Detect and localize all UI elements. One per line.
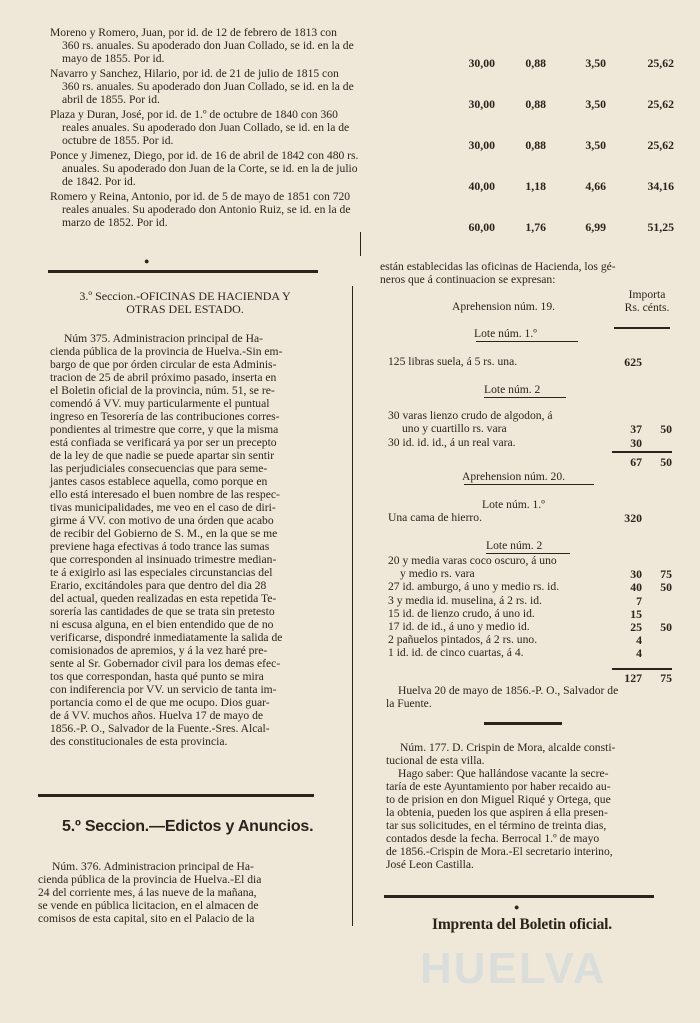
aprehension-20-title: Aprehension núm. 20. <box>462 470 566 483</box>
text-line: tracion de 25 de abril próximo pasado, inserta en <box>50 371 277 384</box>
lote-1-a: Lote núm. 1.º <box>474 327 537 340</box>
text-line: portancia como el de que me ocupo. Dios guar- <box>50 696 270 709</box>
text-line: pondientes al trimestre que corre, y que la misma <box>50 423 279 436</box>
aprehension-19-title: Aprehension núm. 19. <box>452 300 556 313</box>
column-divider <box>360 232 361 256</box>
text-line: girme á VV. con motivo de una órden que acabo <box>50 514 274 527</box>
pension-value: 40,00 <box>468 179 495 193</box>
aprehension-20-underline <box>464 484 594 485</box>
item-lienzo-3: 30 id. id. id., á un real vara. <box>388 436 516 449</box>
item-suela-amount: 625 <box>624 355 642 369</box>
pension-value: 0,88 <box>525 138 546 152</box>
text-line: Núm 375. Administracion principal de Ha- <box>64 332 263 345</box>
pension-entry-line: Navarro y Sanchez, Hilario, por id. de 21 de julio de 1815 con <box>50 67 339 80</box>
pension-value: 1,18 <box>525 179 546 193</box>
lote-1-a-underline <box>476 341 578 342</box>
lote-item-text: 27 id. amburgo, á uno y medio rs. id. <box>388 580 560 594</box>
text-line: comisos de esta capital, sito en el Palacio de la <box>38 912 255 925</box>
lote-item-c: 50 <box>660 580 672 595</box>
pension-value: 4,66 <box>585 179 606 193</box>
lote-item-c: 75 <box>660 567 672 582</box>
ornament-mark: ● <box>144 256 150 266</box>
text-line: se vende en pública licitacion, en el almacen de <box>38 899 259 912</box>
notice-376 <box>38 860 320 925</box>
lote-item-text: 17 id. de id., á uno y medio id. <box>388 620 530 633</box>
item-cama-amount: 320 <box>624 511 642 525</box>
lote-2-b: Lote núm. 2 <box>486 539 543 552</box>
text-line: ello está interesado el buen nombre de las respec- <box>50 488 280 501</box>
importa-header: Importa Rs. cénts. <box>624 288 670 314</box>
item-lienzo-1: 30 varas lienzo crudo de algodon, á <box>388 409 553 422</box>
text-line: de 1856.-Crispin de Mora.-El secretario interino, <box>386 845 613 858</box>
subtotal-b-rule <box>612 668 672 670</box>
text-line: jantes casos establece aquella, como porque en <box>50 475 268 488</box>
lote-item-text: 20 y media varas coco oscuro, á uno <box>388 554 557 567</box>
importa-underline <box>614 327 670 329</box>
subtotal-a-c: 50 <box>660 455 672 469</box>
pension-value: 0,88 <box>525 56 546 70</box>
text-line: previene haga efectivas á todo trance las sumas <box>50 540 270 553</box>
section-divider-left-2 <box>38 794 314 797</box>
text-line: que corresponden al insinuado trimestre median- <box>50 553 277 566</box>
lote-2-a: Lote núm. 2 <box>484 383 541 396</box>
text-line: comisionados de apremios, y á la vez haré pre- <box>50 644 268 657</box>
pension-entry-line: reales anuales. Su apoderado don Juan Collado, se id. en la de <box>62 121 350 134</box>
pension-value: 51,25 <box>647 220 674 234</box>
pension-entry-line: 360 rs. anuales. Su apoderado don Juan Collado, se id. en la de <box>62 80 354 93</box>
lote-item-rs: 4 <box>636 633 642 648</box>
notice-177 <box>386 741 674 871</box>
pension-entry <box>50 108 432 147</box>
lote-item-text: 15 id. de lienzo crudo, á uno id. <box>388 606 535 620</box>
pension-entry-line: abril de 1855. Por id. <box>62 93 160 106</box>
text-line: cienda pública de la provincia de Huelva.-Sin em- <box>50 345 283 358</box>
text-line: contados desde la fecha. Berrocal 1.º de mayo <box>386 832 600 845</box>
subtotal-b-c: 75 <box>660 671 672 685</box>
text-line: ni escusa alguna, en el bien entendido que de no <box>50 618 274 631</box>
pension-entry-line: reales anuales. Su apoderado don Antonio Ruiz, se id. en la de <box>62 203 351 216</box>
text-line: verificarse, dispondré inmediatamente la salida de <box>50 631 283 644</box>
text-line: Erario, excitándoles para que dentro del dia 28 <box>50 579 267 592</box>
text-line: Núm. 177. D. Crispin de Mora, alcalde consti- <box>400 741 616 754</box>
pension-entry <box>50 149 432 188</box>
item-lienzo-rs: 37 <box>630 422 642 436</box>
text-line: está confiada se verificará ya por ser un precepto <box>50 436 277 449</box>
pension-entry-line: marzo de 1852. Por id. <box>62 216 168 229</box>
text-line: de á VV. muchos años. Huelva 17 de mayo de <box>50 709 264 722</box>
notice-375 <box>50 332 322 748</box>
pension-value: 30,00 <box>468 138 495 152</box>
text-line: bargo de que por órden circular de esta Adminis- <box>50 358 277 371</box>
text-line: tivas municipalidades, me veo en el caso de diri- <box>50 501 276 514</box>
pension-entry <box>50 190 432 229</box>
pension-entry <box>50 67 432 106</box>
lote-item-text: y medio rs. vara <box>400 567 475 581</box>
text-line: 1856.-P. O., Salvador de la Fuente.-Sres. Alcal- <box>50 722 270 735</box>
text-line: tos que correspondan, hasta qué punto se mira <box>50 670 264 683</box>
text-line: des constitucionales de esta provincia. <box>50 735 228 748</box>
text-line: de recibir del Gobierno de S. M., en la que se me <box>50 527 278 540</box>
notice-divider <box>484 722 562 725</box>
text-line: ingreso en Tesorería de las contribuciones corres- <box>50 410 280 423</box>
text-line: cienda pública de la provincia de Huelva.-El dia <box>38 873 262 886</box>
text-line: comendó á VV. muy particularmente el puntual <box>50 397 270 410</box>
lote-item-text: 1 id. id. de cinco cuartas, á 4. <box>388 646 524 660</box>
lote-item-rs: 40 <box>630 580 642 595</box>
lote-item-rs: 4 <box>636 646 642 661</box>
pension-value: 25,62 <box>647 138 674 152</box>
footer-divider <box>384 895 654 898</box>
subtotal-b-rs: 127 <box>624 671 642 685</box>
lote-item-rs: 7 <box>636 593 642 608</box>
pension-value: 3,50 <box>585 56 606 70</box>
item-lienzo-3-rs: 30 <box>630 436 642 450</box>
huelva-watermark: HUELVA <box>420 944 607 993</box>
pension-entry-line: octubre de 1855. Por id. <box>62 134 174 147</box>
lote-item-text: 2 pañuelos pintados, á 2 rs. uno. <box>388 633 538 647</box>
pension-entry-line: de 1842. Por id. <box>62 175 136 188</box>
text-line: de la ley de que nadie se puede apartar sin sentir <box>50 449 275 462</box>
lote-item-rs: 15 <box>630 606 642 621</box>
text-line: José Leon Castilla. <box>386 858 474 871</box>
pension-entry-line: Romero y Reina, Antonio, por id. de 5 de mayo de 1851 con 720 <box>50 190 351 203</box>
lote-2-a-underline <box>484 397 566 398</box>
ornament-mark-2: ● <box>514 902 520 912</box>
item-lienzo-2: uno y cuartillo rs. vara <box>402 422 507 435</box>
text-line: Núm. 376. Administracion principal de Ha- <box>52 860 254 873</box>
pension-value: 3,50 <box>585 97 606 111</box>
pension-entry-line: Moreno y Romero, Juan, por id. de 12 de febrero de 1813 con <box>50 26 337 39</box>
section-divider-left <box>48 270 318 273</box>
pension-value: 25,62 <box>647 97 674 111</box>
item-lienzo-c: 50 <box>660 422 672 436</box>
text-line: sorería las cantidades de que se trata sin pretesto <box>50 605 275 618</box>
section5-title: 5.º Seccion.—Edictos y Anuncios. <box>62 818 314 835</box>
lote-1-b: Lote núm. 1.º <box>482 498 545 511</box>
text-line: to de prision en don Miguel Riqué y Ortega, que <box>386 793 611 806</box>
pension-value: 34,16 <box>647 179 674 193</box>
text-line: la obtenia, pueden los que aspiren á ella presen- <box>386 806 608 819</box>
pension-entry-line: Ponce y Jimenez, Diego, por id. de 16 de abril de 1842 con 480 rs. <box>50 149 359 162</box>
text-line: tucional de esta villa. <box>386 754 485 767</box>
section3-title: 3.º Seccion.-OFICINAS DE HACIENDA Y OTRAS DEL ESTADO. <box>79 289 291 316</box>
text-line: sente al Sr. Gobernador civil para los demas efec- <box>50 657 281 670</box>
text-line: con indiferencia por VV. un servicio de tanta im- <box>50 683 277 696</box>
lote-item-c: 50 <box>660 620 672 634</box>
item-cama: Una cama de hierro. <box>388 511 482 524</box>
text-line: 24 del corriente mes, á las nueve de la mañana, <box>38 886 257 899</box>
imprenta-footer: Imprenta del Boletin oficial. <box>432 916 612 933</box>
pension-value: 30,00 <box>468 97 495 111</box>
text-line: tar sus solicitudes, en el término de treinta dias, <box>386 819 607 832</box>
pension-value: 60,00 <box>468 220 495 234</box>
pension-entry-line: Plaza y Duran, José, por id. de 1.º de octubre de 1840 con 360 <box>50 108 338 121</box>
pension-entry-line: 360 rs. anuales. Su apoderado don Juan Collado, se id. en la de <box>62 39 354 52</box>
text-line: el Boletin oficial de la provincia, núm. 51, se re- <box>50 384 275 397</box>
lote-item-rs: 30 <box>630 567 642 582</box>
column-divider-main <box>352 286 353 926</box>
subtotal-a-rs: 67 <box>630 455 642 469</box>
lote-item-rs: 25 <box>630 620 642 634</box>
item-suela: 125 libras suela, á 5 rs. una. <box>388 355 518 368</box>
pension-value: 3,50 <box>585 138 606 152</box>
pension-entry <box>50 26 432 65</box>
intro-text: están establecidas las oficinas de Hacienda, los gé- neros que á continuacion se expresan: <box>380 260 616 286</box>
lote-item-text: 3 y media id. muselina, á 2 rs. id. <box>388 593 542 607</box>
pension-value: 0,88 <box>525 97 546 111</box>
pension-value: 30,00 <box>468 56 495 70</box>
text-line: taría de este Ayuntamiento por haber recaido au- <box>386 780 611 793</box>
text-line: del actual, queden realizadas en esta repetida Te- <box>50 592 277 605</box>
subtotal-a-rule <box>612 451 672 453</box>
text-line: te á exigirlo asi las especiales circunstancias del <box>50 566 273 579</box>
pension-entry-line: anuales. Su apoderado don Juan de la Corte, se id. en la de julio <box>62 162 358 175</box>
text-line: las perjudiciales consecuencias que para seme- <box>50 462 268 475</box>
pension-value: 6,99 <box>585 220 606 234</box>
pension-entry-line: mayo de 1855. Por id. <box>62 52 165 65</box>
pension-value: 25,62 <box>647 56 674 70</box>
pension-value: 1,76 <box>525 220 546 234</box>
closing-signature: Huelva 20 de mayo de 1856.-P. O., Salvador de la Fuente. <box>386 684 619 710</box>
text-line: Hago saber: Que hallándose vacante la secre- <box>398 767 609 780</box>
